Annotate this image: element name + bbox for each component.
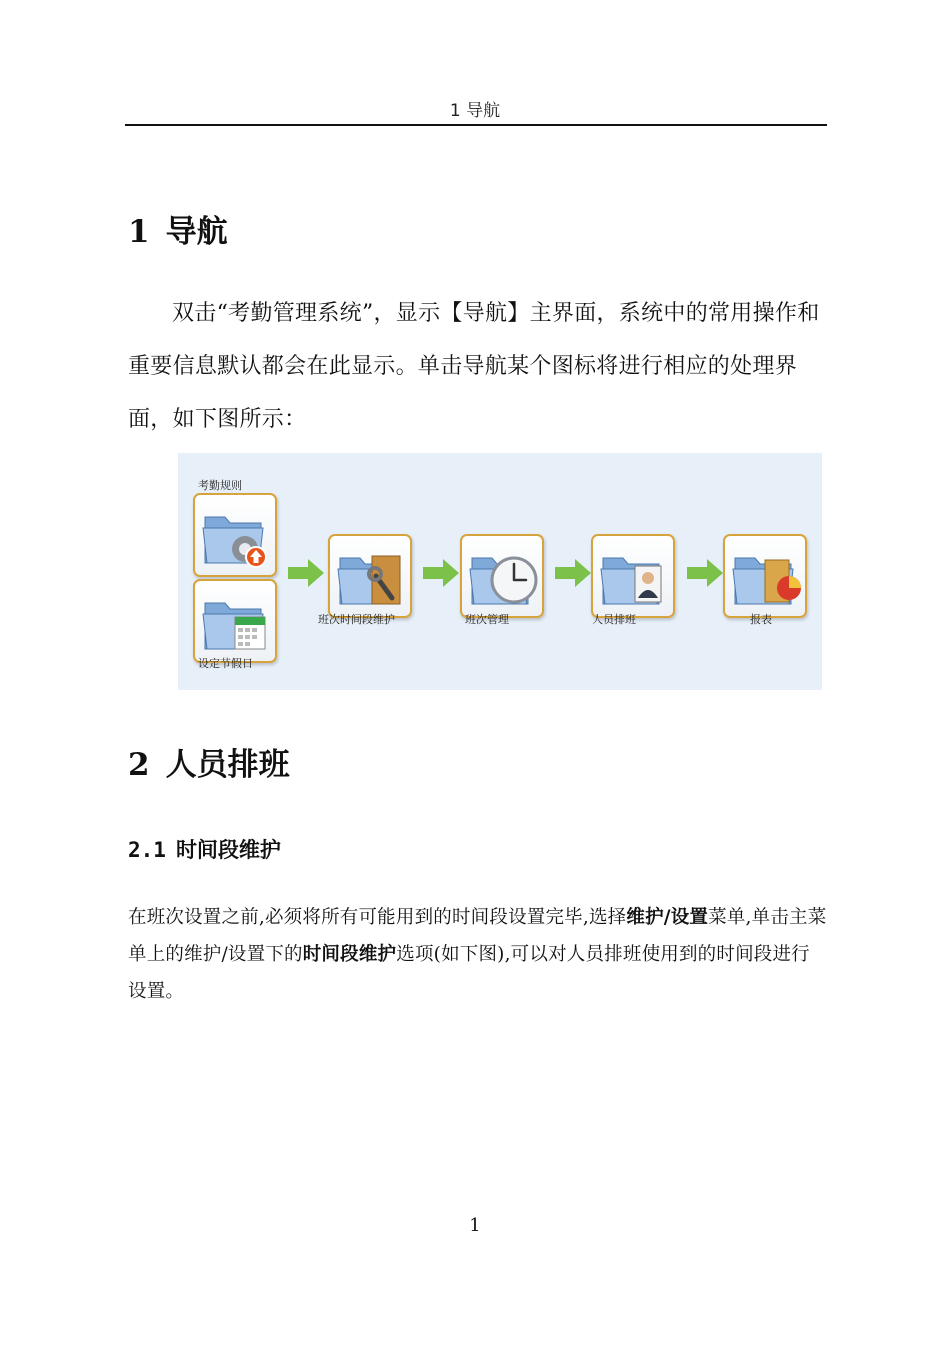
paragraph-text: 在班次设置之前,必须将所有可能用到的时间段设置完毕,选择	[128, 907, 627, 928]
node-label-shift-management: 班次管理	[465, 613, 509, 626]
shift-management-node[interactable]	[460, 534, 544, 618]
arrow-right-icon	[421, 557, 461, 589]
reports-node[interactable]	[723, 534, 807, 618]
page-number: 1	[469, 1215, 481, 1236]
node-label-holiday-settings: 设定节假日	[198, 657, 253, 670]
node-label-shift-period-maintenance: 班次时间段维护	[318, 613, 395, 626]
section-2-title: 人员排班	[165, 747, 290, 783]
section-1-title: 导航	[165, 214, 228, 250]
section-2-number: 2	[128, 747, 150, 783]
time-maintenance-paragraph	[128, 899, 828, 1010]
node-label-attendance-rules: 考勤规则	[198, 479, 242, 492]
section-1-number: 1	[128, 214, 150, 250]
paragraph-text: 选项(如下图),可以对人员排班使用到的时间段进行设置。	[128, 944, 810, 1002]
folder-clock-icon	[462, 536, 542, 616]
folder-calendar-icon	[195, 581, 275, 661]
running-header: 1 导航	[449, 101, 501, 121]
arrow-right-icon	[685, 557, 725, 589]
section-2-1-number: 2.1	[128, 838, 166, 862]
section-2-1-heading	[128, 834, 281, 864]
staff-scheduling-node[interactable]	[591, 534, 675, 618]
node-label-reports: 报表	[750, 613, 772, 626]
paragraph-text: 菜单,单击主菜单上的维护/设置下的	[128, 907, 827, 965]
section-2-1-title: 时间段维护	[175, 838, 281, 862]
folder-report-icon	[725, 536, 805, 616]
section-1-heading	[128, 206, 228, 251]
attendance-rules-node[interactable]	[193, 493, 277, 577]
section-2-heading	[128, 739, 290, 784]
nav-paragraph: 双击“考勤管理系统”，显示【导航】主界面，系统中的常用操作和重要信息默认都会在此显示。单击导航某个图标将进行相应的处理界面，如下图所示：	[128, 301, 820, 432]
arrow-right-icon	[553, 557, 593, 589]
shift-period-maintenance-node[interactable]	[328, 534, 412, 618]
header-rule	[125, 124, 827, 126]
folder-gear-icon	[195, 495, 275, 575]
menu-path-bold: 维护/设置	[626, 907, 709, 928]
folder-person-icon	[593, 536, 673, 616]
option-name-bold: 时间段维护	[302, 944, 397, 965]
navigation-figure	[178, 453, 822, 690]
holiday-settings-node[interactable]	[193, 579, 277, 663]
folder-wrench-icon	[330, 536, 410, 616]
arrow-right-icon	[286, 557, 326, 589]
node-label-staff-scheduling: 人员排班	[592, 613, 636, 626]
